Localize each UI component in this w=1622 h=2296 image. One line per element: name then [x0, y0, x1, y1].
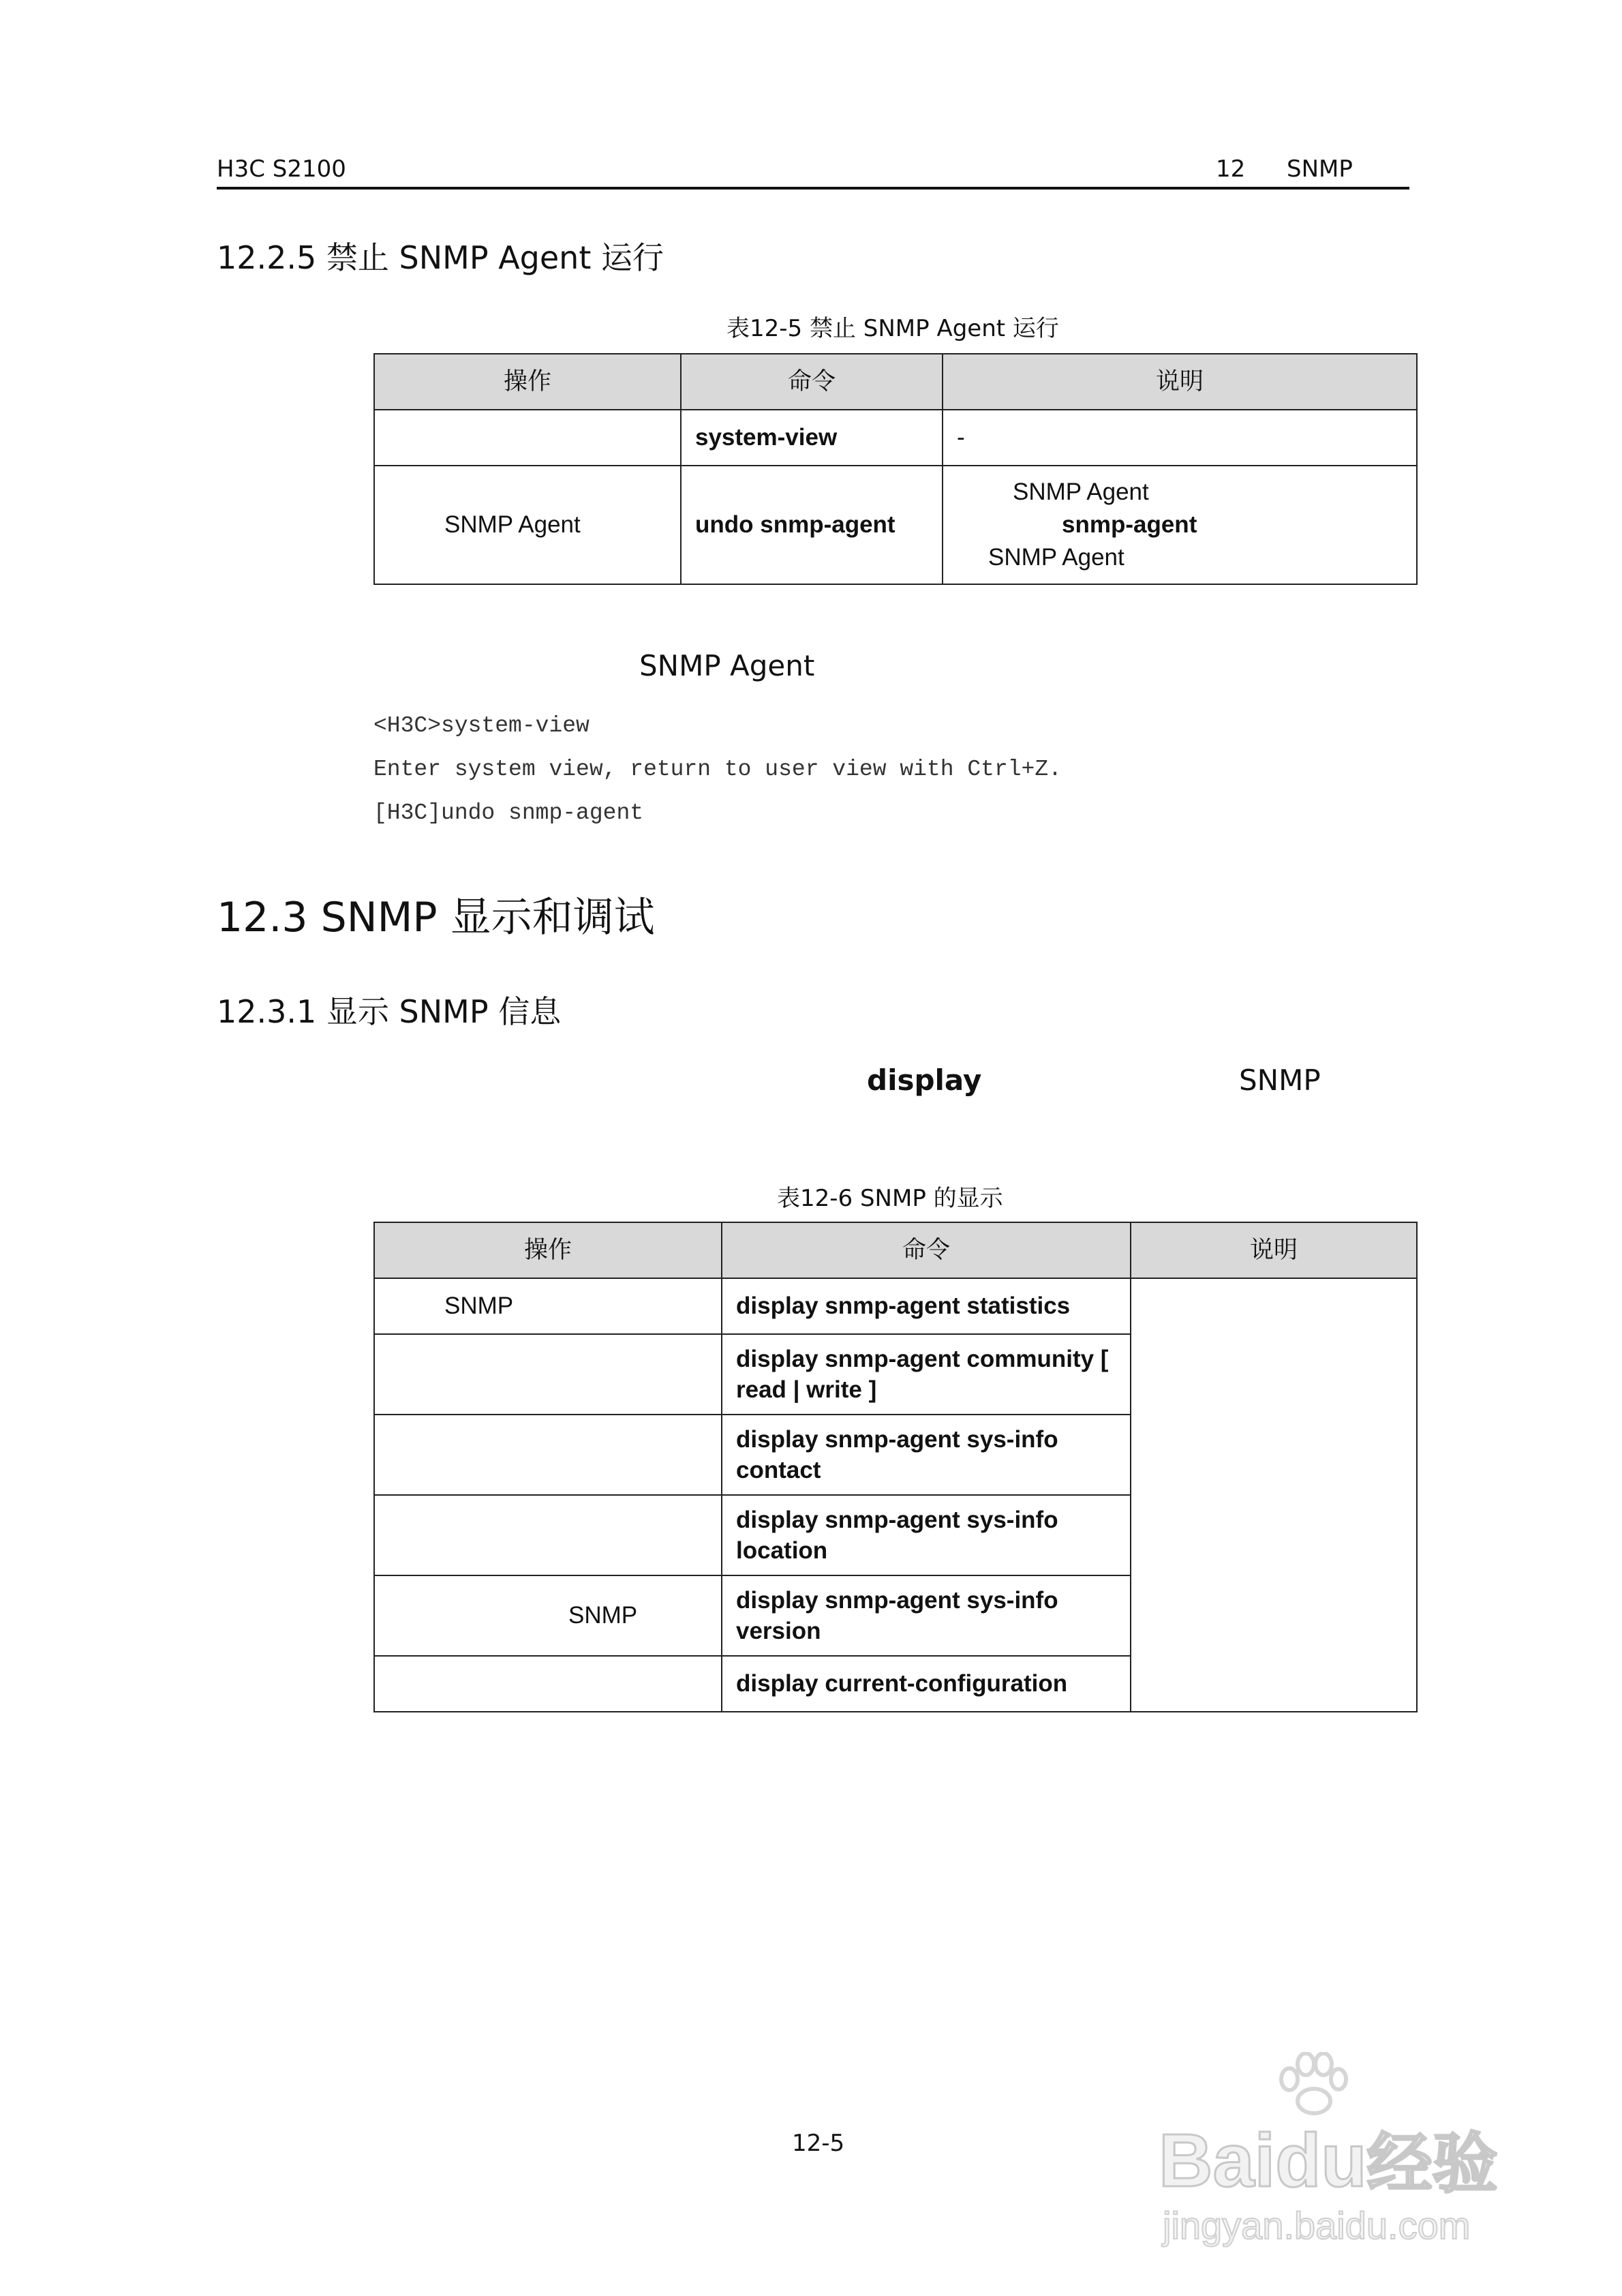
heading-12-3: 12.3 SNMP 显示和调试: [217, 894, 655, 941]
table-row: [374, 466, 1417, 584]
table-12-5: [373, 353, 1418, 585]
col-header-command: 命令: [681, 354, 943, 410]
watermark-url: jingyan.baidu.com: [1163, 2204, 1471, 2247]
code-line-2: Enter system view, return to user view with Ctrl+Z.: [373, 757, 1062, 782]
cell-command: display snmp-agent sys-info contact: [722, 1415, 1131, 1495]
desc-line-3: SNMP Agent: [988, 544, 1124, 571]
cell-description-merged: [1131, 1278, 1417, 1712]
intro-display-command: display: [867, 1063, 982, 1097]
watermark-brand-2: du: [1275, 2119, 1367, 2203]
header-doc-title: H3C S2100: [217, 155, 346, 183]
cell-operation: [374, 1334, 722, 1415]
table-header-row: [374, 1222, 1417, 1278]
page-number: 12-5: [792, 2130, 845, 2157]
code-line-3: [H3C]undo snmp-agent: [373, 800, 644, 826]
cell-command: display snmp-agent sys-info location: [722, 1495, 1131, 1575]
cell-command: display snmp-agent sys-info version: [722, 1575, 1131, 1656]
baidu-watermark: [1159, 2052, 1540, 2256]
cell-command: display snmp-agent community [ read | write ]: [722, 1334, 1131, 1415]
header-chapter-number: 12: [1216, 155, 1246, 183]
table-12-6-caption: 表12-6 SNMP 的显示: [777, 1185, 1003, 1212]
code-line-1: <H3C>system-view: [373, 713, 590, 738]
col-header-operation: 操作: [374, 354, 681, 410]
desc-line-2: snmp-agent: [1062, 511, 1197, 538]
cell-description: [943, 466, 1417, 584]
watermark-brand-cn: 经验: [1366, 2128, 1498, 2201]
table-12-6: [373, 1222, 1418, 1712]
cell-operation: SNMP: [374, 1278, 722, 1334]
cell-description: -: [943, 410, 1417, 466]
cell-operation: SNMP Agent: [374, 466, 681, 584]
cell-operation: [374, 410, 681, 466]
cell-operation: [374, 1656, 722, 1712]
table-row: [374, 410, 1417, 466]
cell-operation: [374, 1415, 722, 1495]
example-intro: SNMP Agent: [639, 649, 815, 682]
intro-snmp-text: SNMP: [1239, 1063, 1321, 1097]
cell-command: display snmp-agent statistics: [722, 1278, 1131, 1334]
col-header-description: 说明: [1131, 1222, 1417, 1278]
table-header-row: [374, 354, 1417, 410]
cell-command: display current-configuration: [722, 1656, 1131, 1712]
watermark-brand: Bai: [1159, 2119, 1276, 2203]
cell-operation: SNMP: [374, 1575, 722, 1656]
desc-line-1: SNMP Agent: [1013, 479, 1149, 505]
col-header-command: 命令: [722, 1222, 1131, 1278]
header-rule: [217, 187, 1409, 190]
table-row: [374, 1278, 1417, 1334]
baidu-paw-icon: [1274, 2052, 1349, 2117]
table-12-5-caption: 表12-5 禁止 SNMP Agent 运行: [726, 315, 1059, 342]
cell-command: system-view: [681, 410, 943, 466]
heading-12-3-1: 12.3.1 显示 SNMP 信息: [217, 993, 562, 1030]
cell-command: undo snmp-agent: [681, 466, 943, 584]
header-chapter-title: SNMP: [1287, 155, 1353, 183]
cell-operation: [374, 1495, 722, 1575]
col-header-operation: 操作: [374, 1222, 722, 1278]
heading-12-2-5: 12.2.5 禁止 SNMP Agent 运行: [217, 239, 664, 276]
col-header-description: 说明: [943, 354, 1417, 410]
